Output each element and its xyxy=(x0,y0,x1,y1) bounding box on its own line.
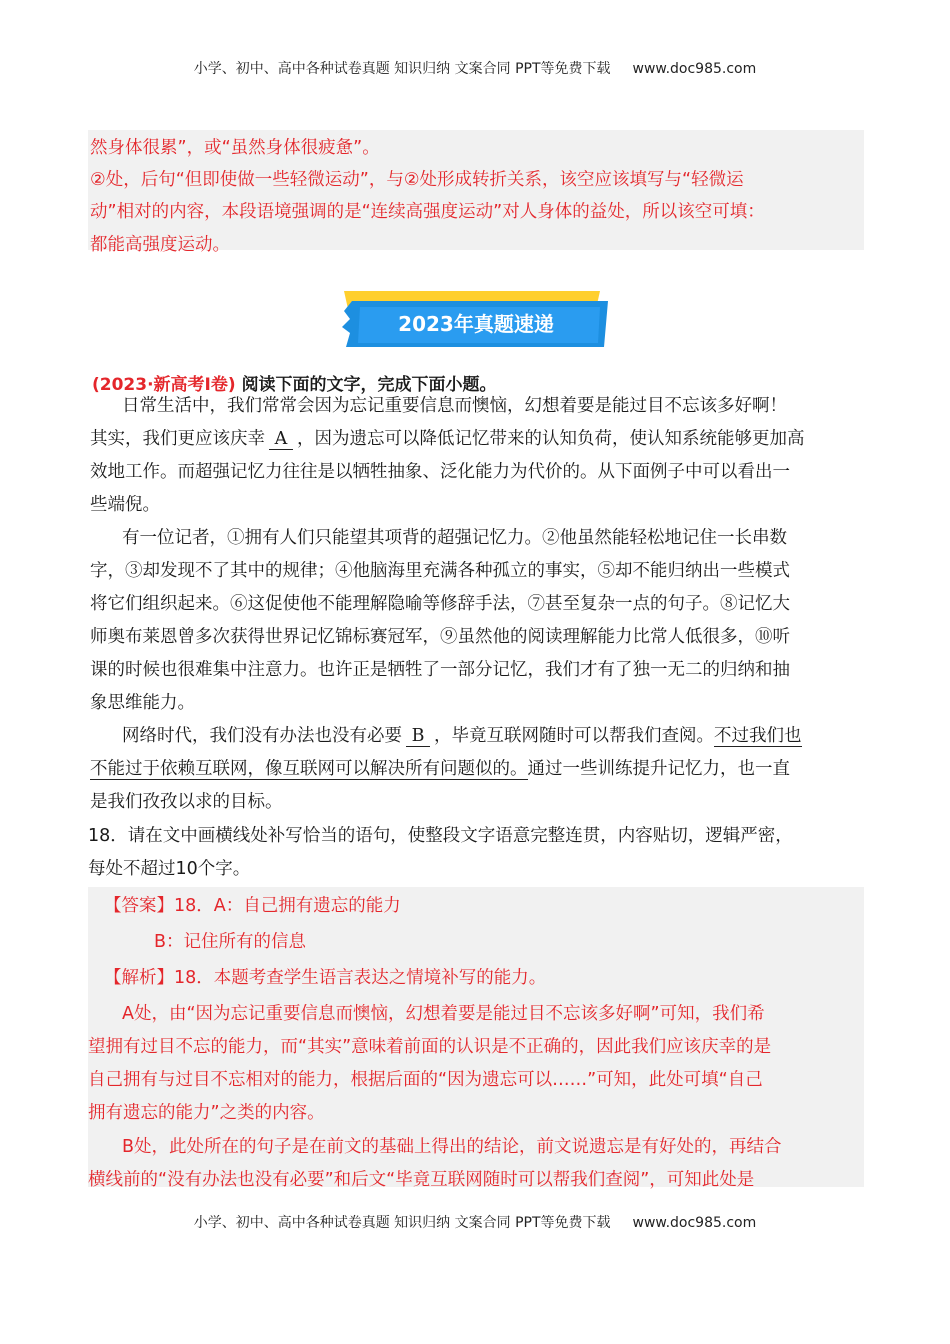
question-18-line: 每处不超过10个字。 xyxy=(88,859,251,879)
page-footer xyxy=(0,1212,950,1232)
top-box-line: 然身体很累”，或“虽然身体很疲惫”。 xyxy=(90,138,380,158)
top-box-line: 动”相对的内容，本段语境强调的是“连续高强度运动”对人身体的益处，所以该空可填： xyxy=(90,202,765,222)
answer-line xyxy=(104,892,401,917)
underlined-sentence: 不能过于依赖互联网，像互联网可以解决所有问题似的。 xyxy=(90,759,528,779)
passage-line: 课的时候也很难集中注意力。也许正是牺牲了一部分记忆，我们才有了独一无二的归纳和抽 xyxy=(90,660,790,680)
analysis-line: 拥有遗忘的能力”之类的内容。 xyxy=(88,1103,325,1123)
passage-line: 是我们孜孜以求的目标。 xyxy=(90,792,283,812)
answer-b: B：记住所有的信息 xyxy=(154,932,307,952)
passage-line: 不能过于依赖互联网，像互联网可以解决所有问题似的。通过一些训练提升记忆力，也一直 xyxy=(90,759,790,779)
analysis-line: A处，由“因为忘记重要信息而懊恼，幻想着要是能过目不忘该多好啊”可知，我们希 xyxy=(122,1004,765,1024)
analysis-label: 【解析】 xyxy=(104,968,174,988)
analysis-line: 【解析】18．本题考查学生语言表达之情境补写的能力。 xyxy=(104,968,547,988)
blank-b: B xyxy=(406,726,430,747)
page-header xyxy=(0,58,950,78)
passage-line: 其实，我们更应该庆幸 A ，因为遗忘可以降低记忆带来的认知负荷，使认知系统能够更加高 xyxy=(90,429,805,449)
passage-line: 网络时代，我们没有办法也没有必要 B ，毕竟互联网随时可以帮我们查阅。不过我们也 xyxy=(122,726,802,746)
footer-text: 小学、初中、高中各种试卷真题 知识归纳 文案合同 PPT等免费下载 xyxy=(193,1215,611,1231)
passage-line: 师奥布莱恩曾多次获得世界记忆锦标赛冠军，⑨虽然他的阅读理解能力比常人低很多，⑩听 xyxy=(90,627,790,647)
header-text: 小学、初中、高中各种试卷真题 知识归纳 文案合同 PPT等免费下载 xyxy=(193,61,611,77)
passage-line: 将它们组织起来。⑥这促使他不能理解隐喻等修辞手法，⑦甚至复杂一点的句子。⑧记忆大 xyxy=(90,594,790,614)
header-site-link[interactable]: www.doc985.com xyxy=(632,61,757,77)
top-box-line: ②处，后句“但即使做一些轻微运动”，与②处形成转折关系，该空应该填写与“轻微运 xyxy=(90,170,744,190)
question-18-line: 18．请在文中画横线处补写恰当的语句，使整段文字语意完整连贯，内容贴切，逻辑严密， xyxy=(88,826,793,846)
passage-line: 字，③却发现不了其中的规律；④他脑海里充满各种孤立的事实，⑤却不能归纳出一些模式 xyxy=(90,561,790,581)
passage-line: 象思维能力。 xyxy=(90,693,195,713)
analysis-line: 自己拥有与过目不忘相对的能力，根据后面的“因为遗忘可以……”可知，此处可填“自己 xyxy=(88,1070,763,1090)
footer-site-link[interactable]: www.doc985.com xyxy=(632,1215,757,1231)
underlined-sentence: 不过我们也 xyxy=(714,726,802,746)
banner-title: 2023年真题速递 xyxy=(398,312,554,336)
passage-line: 些端倪。 xyxy=(90,495,160,515)
passage-line: 效地工作。而超强记忆力往往是以牺牲抽象、泛化能力为代价的。从下面例子中可以看出一 xyxy=(90,462,790,482)
analysis-line: 望拥有过目不忘的能力，而“其实”意味着前面的认识是不正确的，因此我们应该庆幸的是 xyxy=(88,1037,772,1057)
blank-a: A xyxy=(269,429,293,450)
analysis-line: 横线前的“没有办法也没有必要”和后文“毕竟互联网随时可以帮我们查阅”，可知此处是 xyxy=(88,1170,755,1190)
answer-a: 18．A：自己拥有遗忘的能力 xyxy=(174,896,401,916)
question-instruction: 阅读下面的文字，完成下面小题。 xyxy=(241,375,497,395)
top-box-line: 都能高强度运动。 xyxy=(90,235,230,255)
answer-label: 【答案】 xyxy=(104,896,174,916)
passage-line: 日常生活中，我们常常会因为忘记重要信息而懊恼，幻想着要是能过目不忘该多好啊！ xyxy=(122,396,787,416)
passage-line: 有一位记者，①拥有人们只能望其项背的超强记忆力。②他虽然能轻松地记住一长串数 xyxy=(122,528,787,548)
analysis-line: B处，此处所在的句子是在前文的基础上得出的结论，前文说遗忘是有好处的，再结合 xyxy=(122,1137,782,1157)
question-source: (2023·新高考Ⅰ卷) xyxy=(92,375,236,395)
